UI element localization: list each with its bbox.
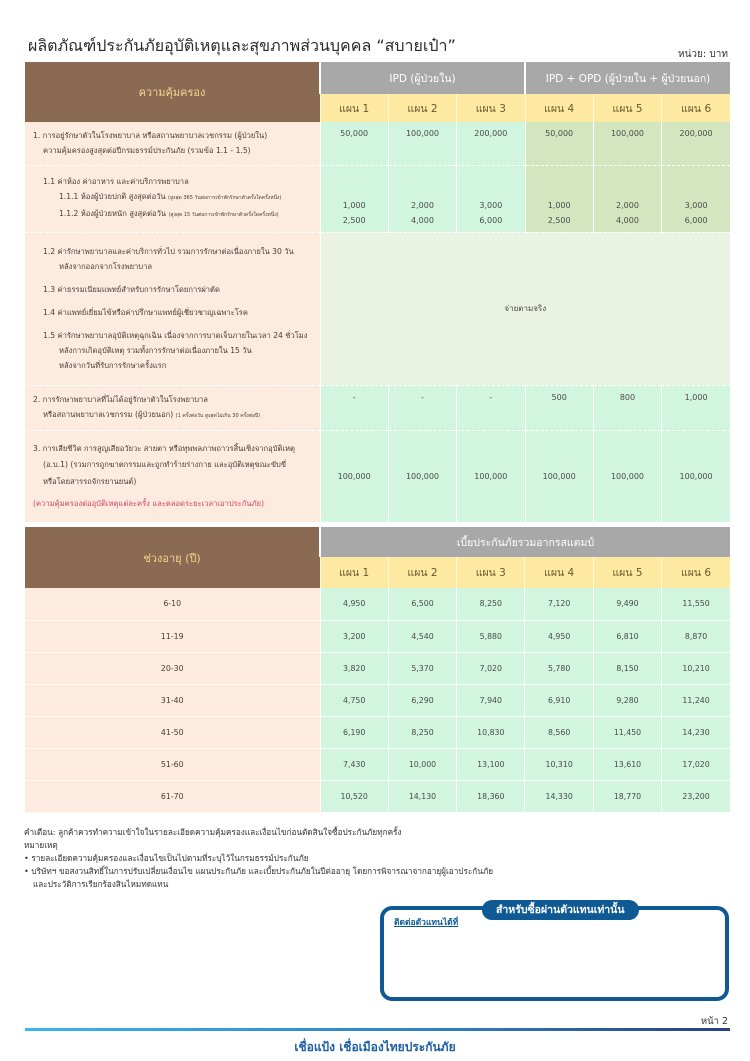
group-header-ipd: IPD (ผู้ป่วยใน) <box>320 62 525 94</box>
remark-bullet: • รายละเอียดความคุ้มครองและเงื่อนไขเป็นไปตามที่ระบุไว้ในกรมธรรม์ประกันภัย <box>24 853 309 863</box>
plan-header: แผน 1 <box>320 557 388 588</box>
room-normal-value: 3,000 <box>479 200 503 210</box>
premium-value: 13,100 <box>457 748 525 780</box>
plan-header: แผน 3 <box>457 94 525 122</box>
premium-value: 7,940 <box>457 684 525 716</box>
coverage-value-cell <box>593 165 661 232</box>
plan-header: แผน 5 <box>593 557 661 588</box>
coverage-label <box>25 122 320 165</box>
premium-value: 10,210 <box>662 652 730 684</box>
plan-header: แผน 6 <box>662 94 730 122</box>
coverage-label <box>25 232 320 385</box>
premium-value: 10,520 <box>320 780 388 812</box>
premium-value: 4,540 <box>388 620 456 652</box>
row2-line1: 2. การรักษาพยาบาลที่ไม่ได้อยู่รักษาตัวในโรงพยาบาล <box>33 394 208 404</box>
age-range-header: ช่วงอายุ (ปี) <box>25 527 320 588</box>
coverage-header: ความคุ้มครอง <box>25 62 320 122</box>
premium-row <box>25 716 730 748</box>
premium-value: 10,000 <box>388 748 456 780</box>
item12-line1: 1.2 ค่ารักษาพยาบาลและค่าบริการทั่วไป รวมการรักษาต่อเนื่องภายใน 30 วัน <box>43 247 294 256</box>
room-normal-value: 2,000 <box>616 200 639 210</box>
coverage-value: - <box>320 385 388 430</box>
age-range: 41-50 <box>25 716 320 748</box>
item13: 1.3 ค่าธรรมเนียมแพทย์สำหรับการรักษาโดยการผ่าตัด <box>43 285 220 294</box>
premium-row <box>25 780 730 812</box>
premium-row <box>25 748 730 780</box>
premium-row <box>25 620 730 652</box>
coverage-value-cell <box>320 165 388 232</box>
footer-divider <box>25 1028 730 1031</box>
premium-row <box>25 588 730 620</box>
coverage-value: 200,000 <box>662 122 730 165</box>
premium-value: 8,560 <box>525 716 593 748</box>
premium-value: 8,250 <box>457 588 525 620</box>
coverage-label <box>25 385 320 430</box>
room-icu-value: 2,500 <box>547 215 571 225</box>
room-normal-value: 2,000 <box>411 200 434 210</box>
page-title: ผลิตภัณฑ์ประกันภัยอุบัติเหตุและสุขภาพส่วนบุคคล “สบายเป๋า” <box>28 36 456 55</box>
row3-line3: หรือโดยสารรถจักรยานยนต์) <box>43 477 137 487</box>
coverage-label <box>25 430 320 522</box>
premium-value: 8,250 <box>388 716 456 748</box>
agent-contact-link[interactable]: ติดต่อตัวแทนได้ที่ <box>394 918 459 928</box>
row11-heading: 1.1 ค่าห้อง ค่าอาหาร และค่าบริการพยาบาล <box>43 177 189 186</box>
row2-line2-main: หรือสถานพยาบาลเวชกรรม (ผู้ป่วยนอก) <box>43 409 174 419</box>
item15-line3: หลังจากวันที่รับการรักษาครั้งแรก <box>59 361 167 370</box>
premium-value: 7,020 <box>457 652 525 684</box>
room-normal-value: 3,000 <box>684 200 708 210</box>
coverage-value: 100,000 <box>593 122 661 165</box>
group-header-ipd-opd: IPD + OPD (ผู้ป่วยใน + ผู้ป่วยนอก) <box>525 62 730 94</box>
plan-header: แผน 2 <box>388 557 456 588</box>
plan-header: แผน 5 <box>593 94 661 122</box>
premium-table <box>25 527 730 813</box>
premium-value: 14,230 <box>662 716 730 748</box>
coverage-value: - <box>457 385 525 430</box>
premium-value: 14,130 <box>388 780 456 812</box>
premium-row <box>25 652 730 684</box>
coverage-table <box>25 62 730 522</box>
age-range: 11-19 <box>25 620 320 652</box>
row1-line2: ความคุ้มครองสูงสุดต่อปีกรมธรรม์ประกันภัย (รวมข้อ 1.1 - 1.5) <box>43 146 251 156</box>
premium-value: 5,370 <box>388 652 456 684</box>
premium-value: 18,770 <box>593 780 661 812</box>
coverage-value: 100,000 <box>662 430 730 522</box>
premium-value: 8,150 <box>593 652 661 684</box>
room-icu-value: 2,500 <box>342 215 366 225</box>
remark-bullet-continued: และประวัติการเรียกร้องสินไหมทดแทน <box>33 879 169 889</box>
row3-line1: 3. การเสียชีวิต การสูญเสียอวัยวะ สายตา หรือทุพพลภาพถาวรสิ้นเชิงจากอุบัติเหตุ <box>33 444 295 454</box>
coverage-value: 200,000 <box>457 122 525 165</box>
coverage-value: 100,000 <box>388 122 456 165</box>
premium-value: 11,240 <box>662 684 730 716</box>
row3-line2: (อ.บ.1) (รวมการถูกฆาตกรรมและถูกทำร้ายร่างกาย และอุบัติเหตุขณะขับขี่ <box>43 460 287 470</box>
premium-value: 8,870 <box>662 620 730 652</box>
footer-slogan: เชื่อแป้ง เชื่อเมืองไทยประกันภัย <box>294 1040 456 1054</box>
row112-note: (สูงสุด 15 วันต่อการเข้าพักรักษาตัวครั้งใดครั้งหนึ่ง) <box>168 212 279 218</box>
notes-section <box>24 826 493 891</box>
unit-label: หน่วย: บาท <box>677 49 728 60</box>
agent-only-tab: สำหรับซื้อผ่านตัวแทนเท่านั้น <box>482 900 639 920</box>
coverage-value: 800 <box>593 385 661 430</box>
premium-value: 10,310 <box>525 748 593 780</box>
item14: 1.4 ค่าแพทย์เยี่ยมไข้หรือค่าปรึกษาแพทย์ผู้เชี่ยวชาญเฉพาะโรค <box>43 308 248 317</box>
room-icu-value: 4,000 <box>616 215 639 225</box>
coverage-row-2 <box>25 385 730 430</box>
premium-value: 23,200 <box>662 780 730 812</box>
item15-line2: หลังการเกิดอุบัติเหตุ รวมทั้งการรักษาต่อเนื่องภายใน 15 วัน <box>59 346 252 355</box>
premium-group-header: เบี้ยประกันภัยรวมอากรสแตมป์ <box>320 527 730 557</box>
premium-value: 18,360 <box>457 780 525 812</box>
premium-value: 14,330 <box>525 780 593 812</box>
plan-header: แผน 6 <box>662 557 730 588</box>
coverage-value: 500 <box>525 385 593 430</box>
coverage-row-1 <box>25 122 730 165</box>
actual-expense-value: จ่ายตามจริง <box>320 232 730 385</box>
coverage-value: 100,000 <box>525 430 593 522</box>
remark-bullet: • บริษัทฯ ขอสงวนสิทธิ์ในการปรับเปลี่ยนเงื่อนไข แผนประกันภัย และเบี้ยประกันภัยในปีต่ออายุ โดยการพิจารณาจากอายุผู้เอาประกันภัย <box>24 866 494 876</box>
coverage-value: 100,000 <box>320 430 388 522</box>
premium-value: 6,910 <box>525 684 593 716</box>
plan-header: แผน 3 <box>457 557 525 588</box>
coverage-row-1-2-to-1-5 <box>25 232 730 385</box>
coverage-value: 50,000 <box>525 122 593 165</box>
plan-header: แผน 4 <box>525 94 593 122</box>
coverage-value: 100,000 <box>457 430 525 522</box>
plan-header: แผน 2 <box>388 94 456 122</box>
plan-header: แผน 4 <box>525 557 593 588</box>
premium-value: 11,550 <box>662 588 730 620</box>
coverage-value: 100,000 <box>388 430 456 522</box>
remark-title: หมายเหตุ <box>24 840 58 850</box>
premium-value: 13,610 <box>593 748 661 780</box>
premium-value: 11,450 <box>593 716 661 748</box>
age-range: 20-30 <box>25 652 320 684</box>
age-range: 51-60 <box>25 748 320 780</box>
premium-value: 6,290 <box>388 684 456 716</box>
page-number: หน้า 2 <box>700 1016 728 1027</box>
coverage-value-cell <box>525 165 593 232</box>
premium-value: 4,750 <box>320 684 388 716</box>
room-normal-value: 1,000 <box>342 200 366 210</box>
room-icu-value: 6,000 <box>684 215 708 225</box>
row111-note: (สูงสุด 365 วันต่อการเข้าพักรักษาตัวครั้งใดครั้งหนึ่ง) <box>168 195 282 201</box>
coverage-value: - <box>388 385 456 430</box>
coverage-row-1-1 <box>25 165 730 232</box>
coverage-value: 50,000 <box>320 122 388 165</box>
premium-value: 7,430 <box>320 748 388 780</box>
premium-value: 17,020 <box>662 748 730 780</box>
premium-row <box>25 684 730 716</box>
coverage-value-cell <box>388 165 456 232</box>
premium-value: 7,120 <box>525 588 593 620</box>
premium-value: 9,280 <box>593 684 661 716</box>
premium-value: 5,780 <box>525 652 593 684</box>
row3-note: (ความคุ้มครองต่ออุบัติเหตุแต่ละครั้ง และตลอดระยะเวลาเอาประกันภัย) <box>33 499 265 509</box>
room-normal-value: 1,000 <box>547 200 571 210</box>
plan-header: แผน 1 <box>320 94 388 122</box>
coverage-label <box>25 165 320 232</box>
warning-text: คำเตือน: ลูกค้าควรทำความเข้าใจในรายละเอียดความคุ้มครองและเงื่อนไขก่อนตัดสินใจซื้อประกันภัยทุกครั้ง <box>24 827 402 837</box>
premium-value: 4,950 <box>320 588 388 620</box>
age-range: 6-10 <box>25 588 320 620</box>
premium-value: 3,820 <box>320 652 388 684</box>
item12-line2: หลังจากออกจากโรงพยาบาล <box>59 262 153 271</box>
row1-line1: 1. การอยู่รักษาตัวในโรงพยาบาล หรือสถานพยาบาลเวชกรรม (ผู้ป่วยใน) <box>33 131 268 141</box>
premium-value: 3,200 <box>320 620 388 652</box>
premium-value: 5,880 <box>457 620 525 652</box>
room-icu-value: 4,000 <box>411 215 434 225</box>
coverage-value: 100,000 <box>593 430 661 522</box>
row111-main: 1.1.1 ห้องผู้ป่วยปกติ สูงสุดต่อวัน <box>59 192 166 201</box>
coverage-row-3 <box>25 430 730 522</box>
premium-value: 6,190 <box>320 716 388 748</box>
age-range: 61-70 <box>25 780 320 812</box>
row2-line2-note: (1 ครั้งต่อวัน สูงสุดไม่เกิน 30 ครั้งต่อปี) <box>175 412 261 419</box>
coverage-value: 1,000 <box>662 385 730 430</box>
coverage-value-cell <box>662 165 730 232</box>
premium-value: 4,950 <box>525 620 593 652</box>
item15-line1: 1.5 ค่ารักษาพยาบาลอุบัติเหตุฉุกเฉิน เนื่องจากการบาดเจ็บภายในเวลา 24 ชั่วโมง <box>43 331 308 340</box>
premium-value: 6,500 <box>388 588 456 620</box>
age-range: 31-40 <box>25 684 320 716</box>
premium-value: 10,830 <box>457 716 525 748</box>
premium-value: 6,810 <box>593 620 661 652</box>
coverage-value-cell <box>457 165 525 232</box>
room-icu-value: 6,000 <box>479 215 503 225</box>
premium-value: 9,490 <box>593 588 661 620</box>
row112-main: 1.1.2 ห้องผู้ป่วยหนัก สูงสุดต่อวัน <box>59 209 167 218</box>
